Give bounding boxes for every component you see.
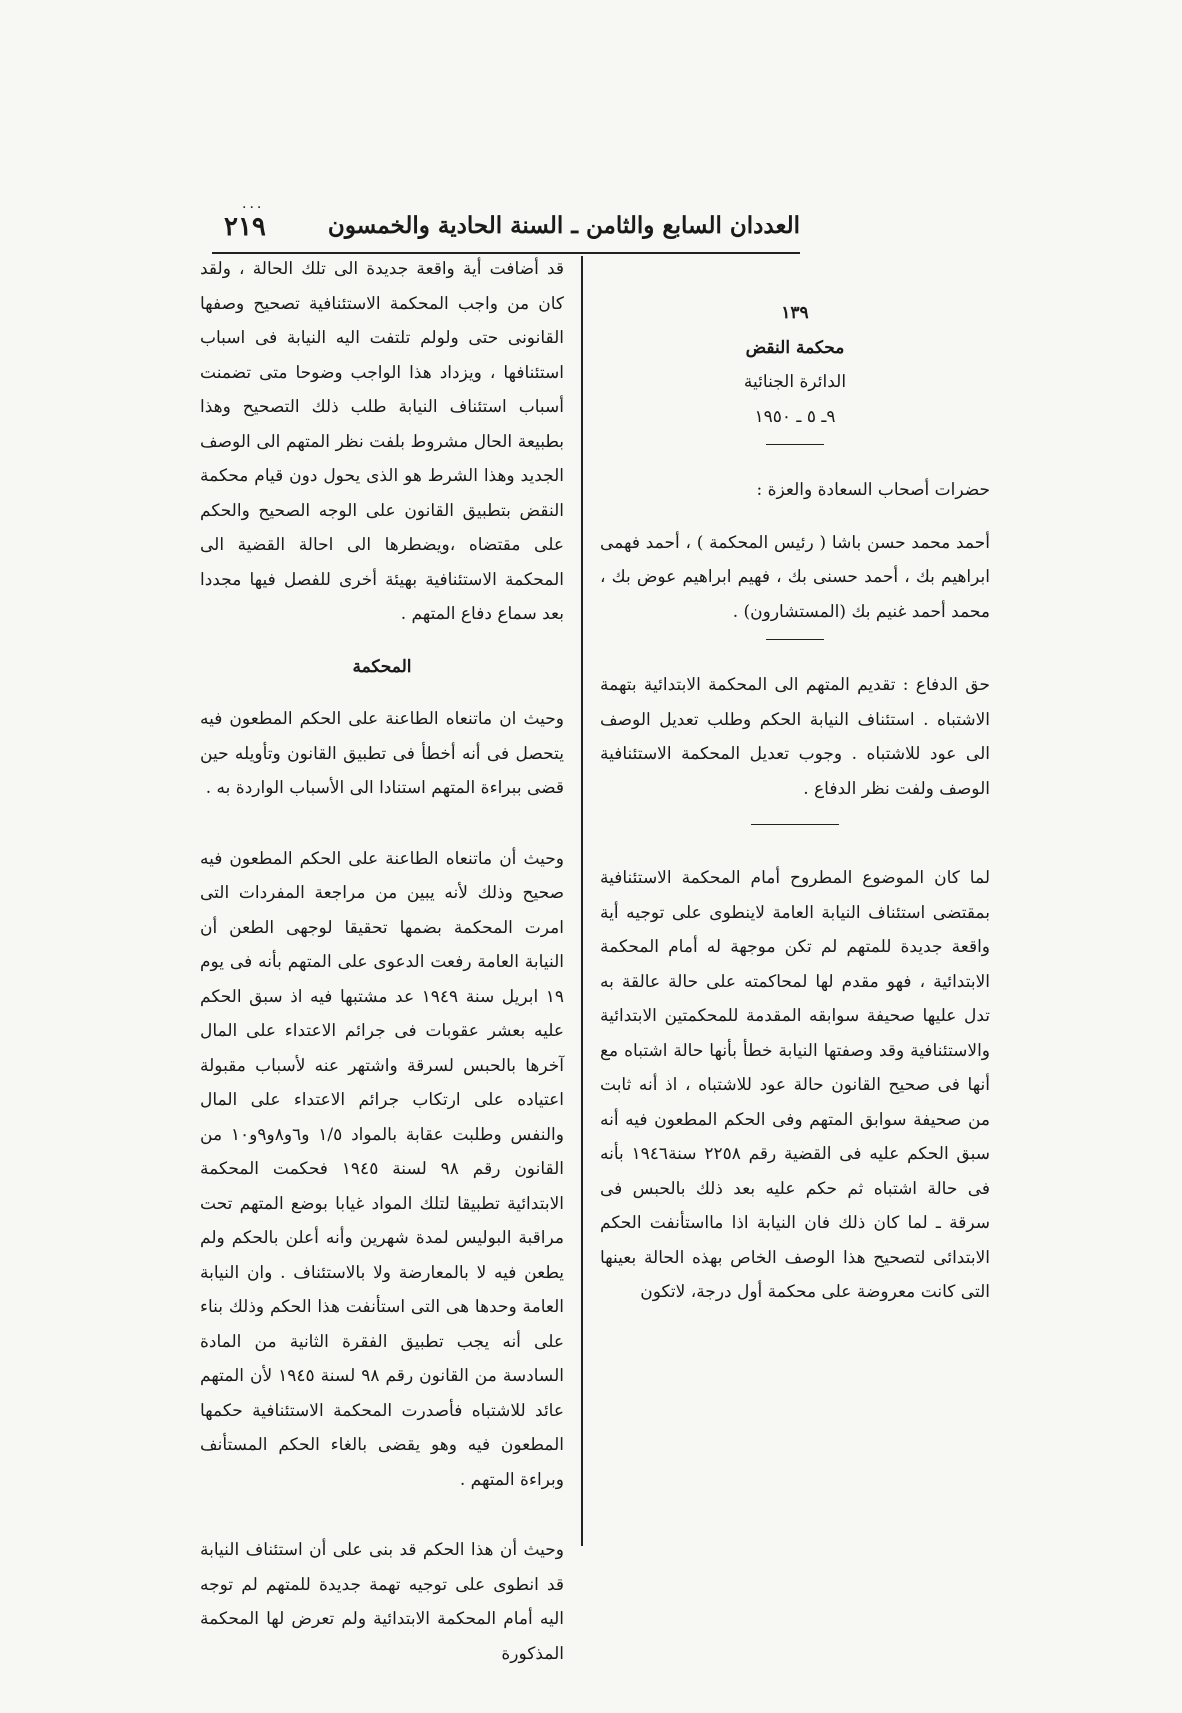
judgment-principle: لما كان الموضوع المطروح أمام المحكمة الاستئنافية بمقتضى استئناف النيابة العامة لاينطوى على توجيه أية واقعة جديدة للمتهم لم تكن موجهة له أمام المحكمة الابتدائية ، فهو مقدم لها لمحاكمته على حالة عالقة به تدل عليها صحيفة سوابقه المقدمة للمحكمتين الابتدائية والاستئنافية وقد وصفتها النيابة خطأ بأنها حالة اشتباه مع أنها فى صحيح القانون حالة عود للاشتباه ، اذ أنه ثابت من صحيفة سوابق المتهم وفى الحكم المطعون فيه أنه سبق الحكم عليه فى القضية رقم ٢٢٥٨ سنة١٩٤٦ بأنه فى حالة اشتباه ثم حكم عليه بعد ذلك بالحبس فى سرقة ـ لما كان ذلك فان النيابة اذا مااستأنفت الحكم الابتدائى لتصحيح هذا الوصف الخاص بهذه الحالة بعينها التى كانت معروضة على محكمة أول درجة، لاتكون [600,868,990,1302]
court-heading: المحكمة [352,656,412,677]
attendees-rule [766,639,824,640]
date-rule [766,444,824,445]
division-label: الدائرة الجنائية [743,372,847,392]
reasoning-para-3: وحيث أن هذا الحكم قد بنى على أن استئناف النيابة قد انطوى على توجيه تهمة جديدة للمتهم لم توجه اليه أمام المحكمة الابتدائية ولم تعرض لها المحكمة المذكورة [200,1540,564,1664]
reasoning-para-1: وحيث ان ماتنعاه الطاعنة على الحكم المطعون فيه يتحصل فى أنه أخطأ فى تطبيق القانون وتأويله حين قضى ببراءة المتهم استنادا الى الأسباب الواردة به . [200,709,564,798]
principle-continuation: قد أضافت أية واقعة جديدة الى تلك الحالة ، ولقد كان من واجب المحكمة الاستئنافية تصحيح وصفها القانونى حتى ولولم تلتفت اليه النيابة فى اسباب استئنافها ، ويزداد هذا الواجب وضوحا متى تضمنت أسباب استئناف النيابة طلب ذلك التصحيح وهذا بطبيعة الحال مشروط بلفت نظر المتهم الى الوصف الجديد وهذا الشرط هو الذى يحول دون قيام محكمة النقض بتطبيق القانون على الوجه الصحيح والحكم على مقتضاه ،ويضطرها الى احالة القضية الى المحكمة الاستئنافية بهيئة أخرى للفصل فيها مجددا بعد سماع دفاع المتهم . [200,259,564,624]
court-name: محكمة النقض [745,337,845,358]
attendees-list: أحمد محمد حسن باشا ( رئيس المحكمة ) ، أحمد فهمى ابراهيم بك ، أحمد حسنى بك ، فهيم ابراهيم عوض بك ، محمد أحمد غنيم بك (المستشارون) . [600,532,990,622]
reasoning-para-2: وحيث أن ماتنعاه الطاعنة على الحكم المطعون فيه صحيح وذلك لأنه يبين من مراجعة المفردات التى امرت المحكمة بضمها تحقيقا لوجهى الطعن أن النيابة العامة رفعت الدعوى على المتهم بأنه فى يوم ١٩ ابريل سنة ١٩٤٩ عد مشتبها فيه اذ سبق الحكم عليه بعشر عقوبات فى جرائم الاعتداء على المال آخرها بالحبس لسرقة واشتهر عنه لأسباب مقبولة اعتياده على ارتكاب جرائم الاعتداء على المال والنفس وطلبت عقابة بالمواد ١/٥ و٦و٨و٩و١٠ من القانون رقم ٩٨ لسنة ١٩٤٥ فحكمت المحكمة الابتدائية تطبيقا لتلك المواد غيابا بوضع المتهم تحت مراقبة البوليس لمدة شهرين وأنه أعلن بالحكم ولم يطعن فيه لا بالمعارضة ولا بالاستئناف . وان النيابة العامة وحدها هى التى استأنفت هذا الحكم وذلك بناء على أنه يجب تطبيق الفقرة الثانية من المادة السادسة من القانون رقم ٩٨ لسنة ١٩٤٥ لأن المتهم عائد للاشتباه فأصدرت المحكمة الاستئنافية حكمها المطعون فيه وهو يقضى بالغاء الحكم المستأنف وبراءة المتهم . [200,848,565,1490]
left-column [200,252,564,1671]
header-dots: ... [242,196,265,212]
column-divider [581,256,583,1546]
case-summary: حق الدفاع : تقديم المتهم الى المحكمة الابتدائية بتهمة الاشتباه . استئناف النيابة الحكم وطلب تعديل الوصف الى عود للاشتباه . وجوب تعديل المحكمة الاستئنافية الوصف ولفت نظر الدفاع . [600,675,990,799]
case-number: ١٣٩ [781,303,809,323]
attendees-intro: حضرات أصحاب السعادة والعزة : [756,480,990,500]
right-column [600,296,990,1310]
page-number: ٢١٩ [224,212,266,242]
case-date: ٩ـ ٥ ـ ١٩٥٠ [754,406,836,427]
header-title: العددان السابع والثامن ـ السنة الحادية والخمسون [327,212,800,239]
page-header [212,196,800,250]
